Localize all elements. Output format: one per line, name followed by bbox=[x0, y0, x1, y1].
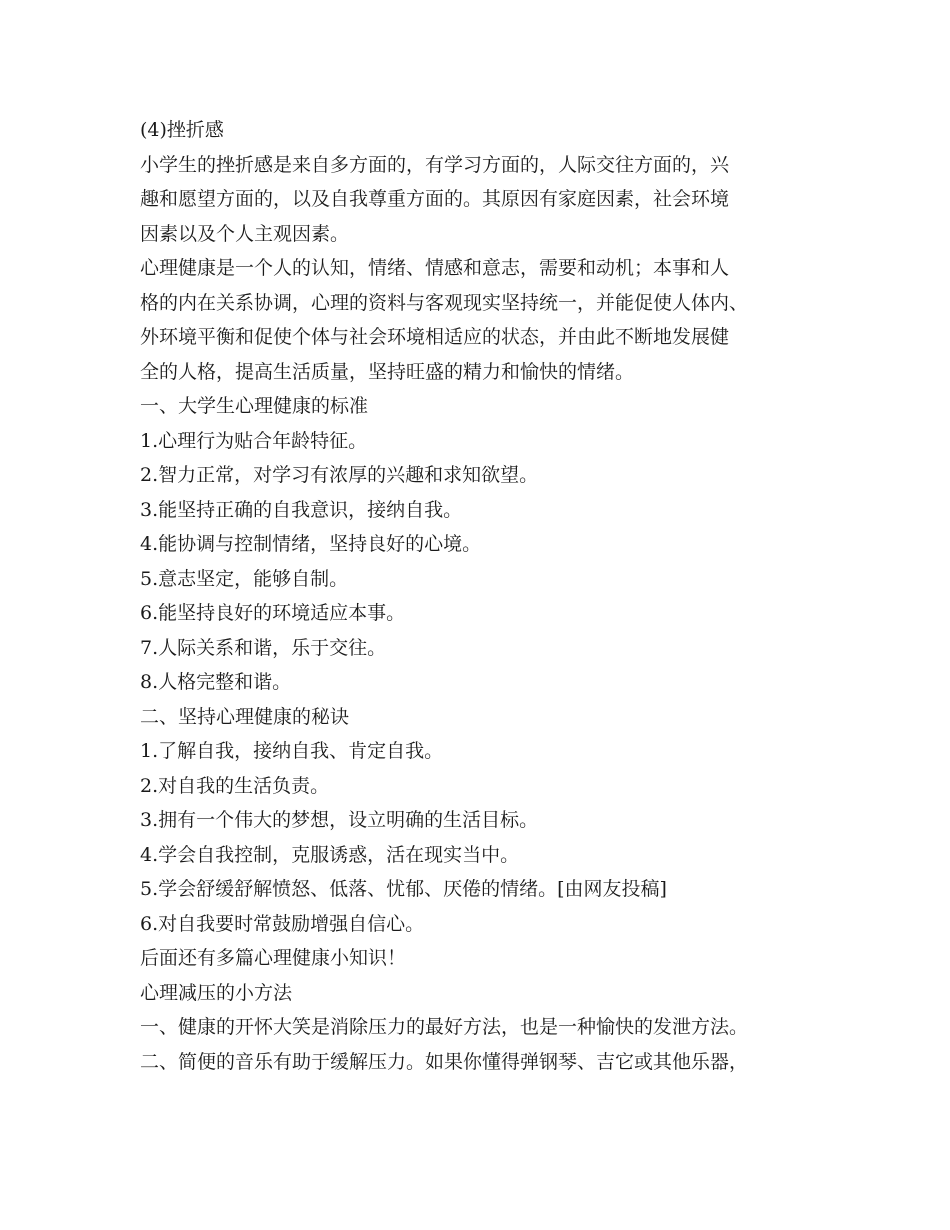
section-heading: 一、大学生心理健康的标准 bbox=[140, 395, 369, 417]
list-item: 6.能坚持良好的环境适应本事。 bbox=[140, 602, 406, 624]
text-line: 心理健康是一个人的认知，情绪、情感和意志，需要和动机；本事和人 bbox=[140, 257, 730, 279]
section-heading: 二、坚持心理健康的秘诀 bbox=[140, 705, 350, 728]
list-item: 2.智力正常，对学习有浓厚的兴趣和求知欲望。 bbox=[140, 464, 539, 486]
text-line: 全的人格，提高生活质量，坚持旺盛的精力和愉快的情绪。 bbox=[140, 360, 635, 383]
document-body bbox=[140, 113, 840, 1079]
list-item: 8.人格完整和谐。 bbox=[140, 671, 292, 693]
list-item: 5.意志坚定，能够自制。 bbox=[140, 567, 349, 590]
text-line: 格的内在关系协调，心理的资料与客观现实坚持统一，并能促使人体内、 bbox=[140, 291, 749, 314]
list-item: 1.了解自我，接纳自我、肯定自我。 bbox=[140, 740, 444, 762]
list-item: 3.拥有一个伟大的梦想，设立明确的生活目标。 bbox=[140, 809, 539, 831]
list-item: 4.学会自我控制，克服诱惑，活在现实当中。 bbox=[140, 843, 520, 866]
section-heading: 心理减压的小方法 bbox=[140, 981, 293, 1004]
list-item: 1.心理行为贴合年龄特征。 bbox=[140, 429, 368, 452]
text-line: 因素以及个人主观因素。 bbox=[140, 222, 350, 245]
list-item: 4.能协调与控制情绪，坚持良好的心境。 bbox=[140, 533, 482, 555]
list-item: 3.能坚持正确的自我意识，接纳自我。 bbox=[140, 498, 463, 521]
text-line: 后面还有多篇心理健康小知识！ bbox=[140, 947, 407, 969]
list-item: 7.人际关系和谐，乐于交往。 bbox=[140, 636, 387, 659]
text-line: (4)挫折感 bbox=[140, 119, 224, 141]
list-item: 6.对自我要时常鼓励增强自信心。 bbox=[140, 912, 425, 935]
list-item: 2.对自我的生活负责。 bbox=[140, 774, 330, 797]
list-item: 5.学会舒缓舒解愤怒、低落、忧郁、厌倦的情绪。[由网友投稿] bbox=[140, 878, 667, 900]
text-line: 二、简便的音乐有助于缓解压力。如果你懂得弹钢琴、吉它或其他乐器， bbox=[140, 1050, 749, 1073]
text-line: 一、健康的开怀大笑是消除压力的最好方法，也是一种愉快的发泄方法。 bbox=[140, 1016, 749, 1038]
text-line: 趣和愿望方面的，以及自我尊重方面的。其原因有家庭因素，社会环境 bbox=[140, 188, 730, 210]
text-line: 外环境平衡和促使个体与社会环境相适应的状态，并由此不断地发展健 bbox=[140, 326, 730, 348]
text-line: 小学生的挫折感是来自多方面的，有学习方面的，人际交往方面的，兴 bbox=[140, 153, 730, 176]
